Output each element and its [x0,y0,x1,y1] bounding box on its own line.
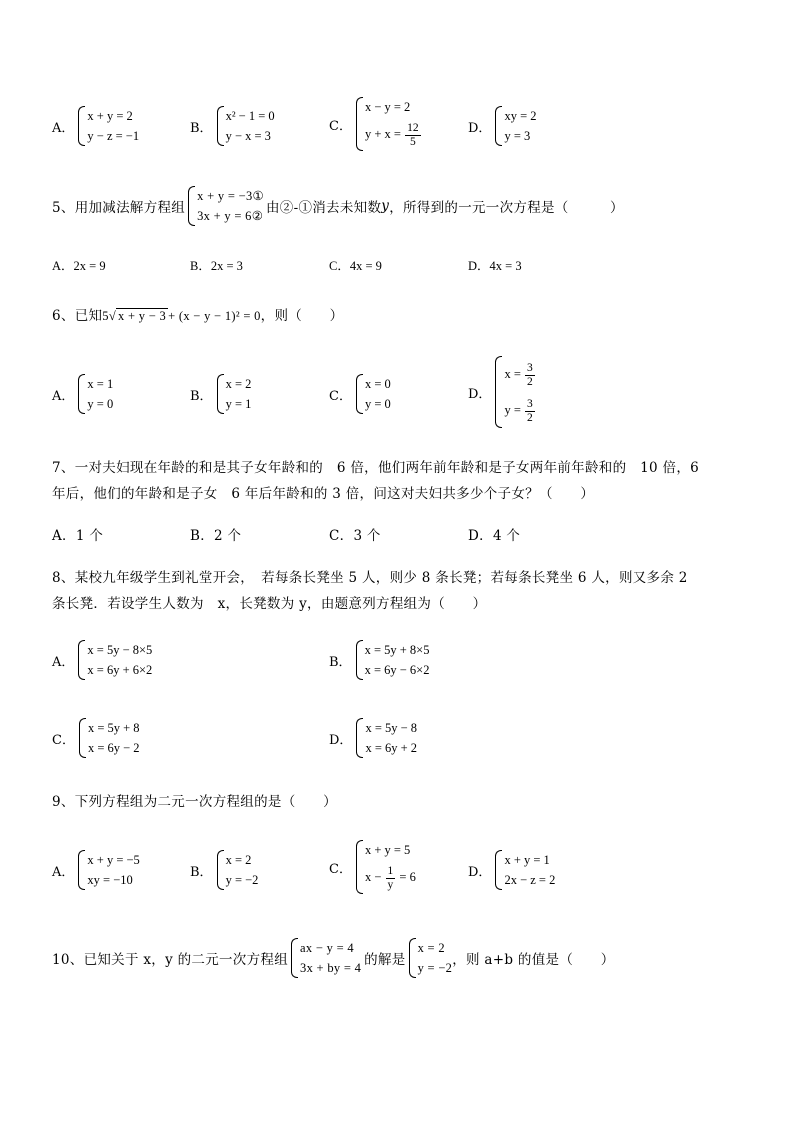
option-label: D． [468,528,493,544]
equation-system [188,186,264,226]
q6-option-a[interactable] [52,374,113,414]
q6-option-c[interactable] [329,374,391,414]
equation-system [79,718,140,758]
equation-system [356,718,417,758]
numerator: 3 [527,361,533,374]
q4-option-b[interactable] [190,106,275,146]
equation-part: y = [504,403,521,417]
equation: x = 2 [417,941,445,955]
denominator: 5 [409,135,416,148]
equation-system [78,850,139,890]
option-label: A． [52,388,75,404]
option-label: B． [190,528,215,544]
equation-part: x − [364,870,382,884]
q7-stem-line-1: 7、一对夫妇现在年龄的和是其子女年龄和的 6 倍，他们两年前年龄和是子女两年前年龄和的 10 倍，6 [52,460,700,476]
equation: x = 5y − 8×5 [87,643,153,657]
fraction [525,362,535,389]
equation-part: = 6 [399,870,416,884]
option-label: D． [468,259,490,273]
equation: 3x + by = 4 [300,961,362,975]
option-text: 1 个 [75,528,104,544]
option-label: C． [329,861,352,877]
option-label: A． [52,120,75,136]
option-text: 4x = 9 [349,259,382,273]
q6-option-d[interactable] [468,356,536,428]
stem-text: 5、用加减法解方程组 [52,200,186,216]
equation-part: x = [504,367,521,381]
q8-option-a[interactable] [52,640,152,680]
q9-option-b[interactable] [190,850,258,890]
equation [365,860,416,894]
option-label: A． [52,528,76,544]
equation [504,392,535,428]
equation: x = 6y + 2 [365,741,418,755]
q4-option-d[interactable] [468,106,537,146]
equation-system [495,106,536,146]
q8-option-d[interactable] [329,718,417,758]
option-label: C． [329,528,354,544]
numerator: 3 [527,397,533,410]
equation-system [217,106,275,146]
stem-text: 10、已知关于 x，y 的二元一次方程组 [52,952,289,968]
equation: y = 0 [364,397,391,411]
denominator: 2 [527,411,533,424]
equation: x = 2 [225,853,252,867]
equation: xy = 2 [504,109,537,123]
equation-system [356,840,416,894]
q9-option-a[interactable] [52,850,140,890]
q8-stem-line-1: 8、某校九年级学生到礼堂开会， 若每条长凳坐 5 人，则少 8 条长凳；若每条长凳坐 6 人，则又多余 2 [52,570,688,586]
fraction [525,398,535,425]
equation-part: + (x − y − 1)² = 0 [168,309,261,323]
option-text: 2 个 [214,528,242,544]
equation: 2x − z = 2 [504,873,556,887]
radicand: x + y − 3 [118,309,167,323]
equation: x = 6y − 6×2 [364,663,430,677]
sqrt-sign: √ [108,309,117,323]
option-label: A． [52,259,74,273]
equation-system [78,106,139,146]
equation-system [78,640,152,680]
q7-option-a[interactable] [52,524,103,544]
q5-option-b[interactable] [190,256,243,276]
option-text: 4x = 3 [489,259,522,273]
option-label: B． [190,864,213,880]
equation: x = 5y − 8 [365,721,418,735]
equation-system [356,374,391,414]
q8-stem-line-2: 条长凳．若设学生人数为 x，长凳数为 y，由题意列方程组为（ ） [52,596,487,612]
answer-blank: ，则（ ） [260,308,344,324]
equation: x + y = −3① [197,189,264,203]
q6-option-b[interactable] [190,374,251,414]
option-label: A． [52,864,75,880]
equation: x = 6y + 6×2 [87,663,153,677]
equation-system [78,374,113,414]
option-label: B． [190,388,213,404]
option-label: D． [329,732,353,748]
equation: x = 6y − 2 [87,741,140,755]
equation: ax − y = 4 [300,941,354,955]
equation-system [356,97,422,151]
q7-option-d[interactable] [468,524,520,544]
equation: x = 5y + 8 [87,721,140,735]
equation: x − y = 2 [364,100,411,114]
numerator: 1 [387,864,394,877]
equation: x + y = −5 [87,853,140,867]
equation: y = 0 [87,397,114,411]
equation: y = −2 [225,873,259,887]
equation-system [217,374,252,414]
option-text: 2x = 9 [73,259,106,273]
equation: x = 5y + 8×5 [364,643,430,657]
q7-stem-line-2: 年后，他们的年龄和是子女 6 年后年龄和的 3 倍，问这对夫妇共多少个子女？（ ） [52,486,595,502]
q4-option-c[interactable] [329,97,422,151]
equation: x = 0 [364,377,391,391]
equation-system [495,850,555,890]
q9-option-d[interactable] [468,850,555,890]
fraction [386,865,396,892]
denominator: 2 [527,375,533,388]
q7-option-c[interactable] [329,524,381,544]
equation-system [495,356,535,428]
solution-system [409,938,453,978]
q8-option-b[interactable] [329,640,429,680]
equation: x = 2 [225,377,252,391]
q6-stem [52,304,343,326]
option-label: D． [468,864,492,880]
equation: x + y = 5 [364,843,411,857]
equation: 3x + y = 6② [197,209,264,223]
numerator: 12 [407,121,419,134]
equation-system [291,938,361,978]
equation: x + y = 1 [504,853,550,867]
option-text: 2x = 3 [210,259,243,273]
equation: y = −2 [417,961,453,975]
equation-system [356,640,430,680]
variable: y [381,198,390,214]
option-label: C． [52,732,75,748]
option-label: D． [468,120,492,136]
option-label: B． [190,259,211,273]
equation [504,356,535,392]
answer-blank: ，所得到的一元一次方程是（ ） [389,200,624,216]
fraction [405,122,421,149]
equation [365,117,422,151]
q4-option-a[interactable] [52,106,139,146]
q5-option-c[interactable] [329,256,382,276]
option-text: 4 个 [492,528,521,544]
option-label: B． [329,654,352,670]
denominator: y [387,878,394,891]
q8-option-c[interactable] [52,718,140,758]
stem-text: 6、已知 [52,308,103,324]
q9-stem: 9、下列方程组为二元一次方程组的是（ ） [52,794,337,810]
equation: y − z = −1 [87,129,140,143]
q7-option-b[interactable] [190,524,241,544]
option-label: B． [190,120,213,136]
equation: x + y = 2 [87,109,133,123]
equation: y = 3 [504,129,531,143]
q5-stem [52,186,624,226]
equation: y − x = 3 [225,129,271,143]
option-label: C． [329,118,352,134]
equation-system [217,850,259,890]
stem-text: 的解是 [364,952,406,968]
option-label: C． [329,388,352,404]
equation: y = 1 [225,397,252,411]
q5-option-a[interactable] [52,256,106,276]
coefficient: 5 [102,309,109,323]
option-label: C． [329,259,350,273]
option-label: D． [468,386,492,402]
stem-text: 由②-①消去未知数 [266,200,382,216]
q5-option-d[interactable] [468,256,522,276]
q9-option-c[interactable] [329,840,416,894]
equation: x² − 1 = 0 [225,109,275,123]
answer-blank: ，则 a+b 的值是（ ） [452,952,615,968]
equation: x = 1 [87,377,114,391]
q10-stem [52,938,615,978]
option-text: 3 个 [353,528,381,544]
equation: xy = −10 [87,873,133,887]
option-label: A． [52,654,75,670]
equation-part: y + x = [364,127,401,141]
